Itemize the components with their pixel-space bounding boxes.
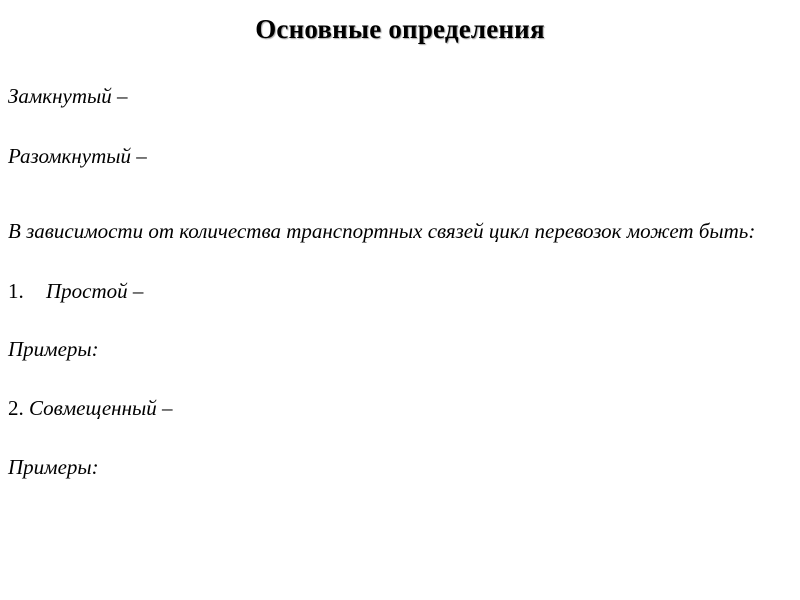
open-definition-label: Разомкнутый – (8, 144, 147, 168)
examples-label-2: Примеры: (8, 455, 99, 479)
list-item-number: 1. (8, 279, 24, 303)
list-item-label: Простой – (46, 279, 144, 303)
list-item-simple (8, 279, 143, 303)
examples-label-1: Примеры: (8, 337, 99, 361)
dependency-paragraph: В зависимости от количества транспортных связей цикл перевозок может быть: (8, 219, 756, 243)
list-item-combined (8, 396, 173, 420)
list-item-label: Совмещенный – (29, 396, 173, 420)
list-item-number: 2. (8, 396, 24, 420)
slide-title: Основные определения (255, 14, 545, 44)
closed-definition-label: Замкнутый – (8, 84, 128, 108)
